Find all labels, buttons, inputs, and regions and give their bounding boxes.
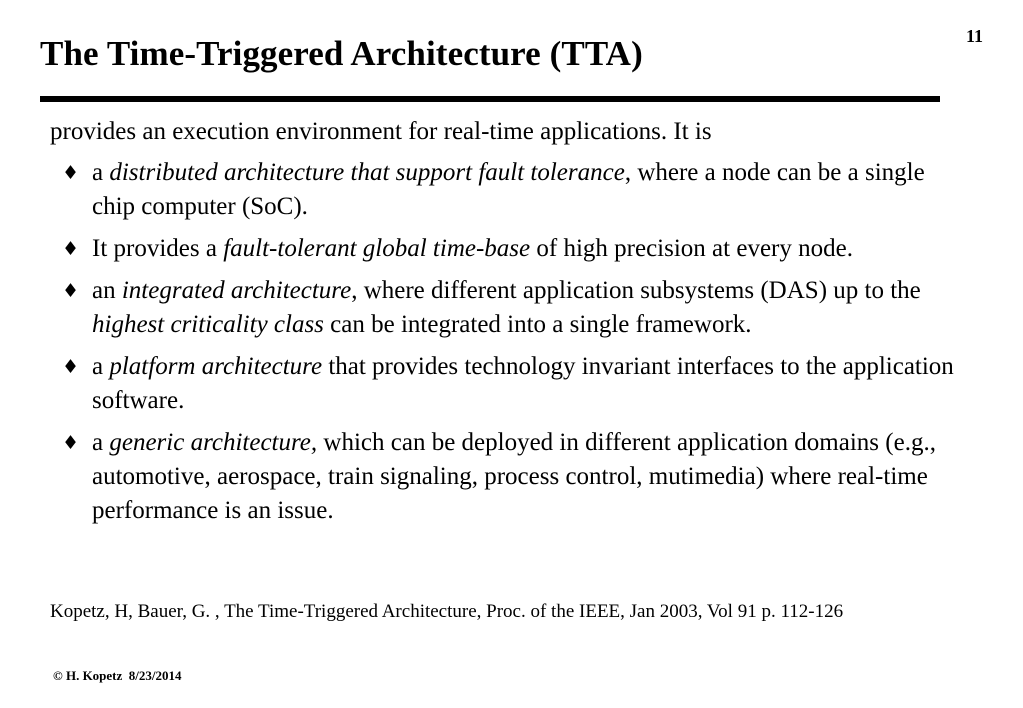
bullet-text: a xyxy=(92,159,110,186)
bullet-text: , where a node can be a single chip computer (SoC). xyxy=(92,159,925,220)
bullet-text: a xyxy=(92,429,110,456)
bullet-text: a xyxy=(92,353,110,380)
bullet-text: can be integrated into a single framework. xyxy=(323,311,752,338)
bullet-emphasis: platform architecture xyxy=(109,353,323,380)
copyright-footer: © H. Kopetz 8/23/2014 xyxy=(53,668,182,683)
diamond-bullet-icon: ♦ xyxy=(62,162,80,184)
bullet-text: which can be deployed in different application domains (e.g., automotive, aerospace, train signaling, process control, mutimedia) where real-time performance is an issue. xyxy=(92,429,936,524)
slide-title: The Time-Triggered Architecture (TTA) xyxy=(40,34,643,73)
bullet-text: an xyxy=(92,277,122,304)
bullet-text: , where different application subsystems (DAS) up to the xyxy=(351,277,921,304)
intro-text: provides an execution environment for real-time applications. It is xyxy=(50,118,712,145)
bullet-item-1 xyxy=(62,156,972,224)
diamond-bullet-icon: ♦ xyxy=(62,432,80,454)
diamond-bullet-icon: ♦ xyxy=(62,356,80,378)
diamond-bullet-icon: ♦ xyxy=(62,238,80,260)
bullet-text: of high precision at every node. xyxy=(530,235,853,262)
bullet-emphasis: highest criticality class xyxy=(92,311,324,338)
bullet-text: that provides technology invariant interfaces to the application software. xyxy=(92,353,954,414)
diamond-bullet-icon: ♦ xyxy=(62,280,80,302)
bullet-list xyxy=(62,156,972,536)
page-number: 11 xyxy=(965,26,983,46)
bullet-emphasis: distributed architecture that support fault tolerance xyxy=(109,159,625,186)
bullet-emphasis: generic architecture, xyxy=(109,429,318,456)
bullet-emphasis: integrated architecture xyxy=(121,277,352,304)
bullet-item-2 xyxy=(62,232,972,266)
bullet-item-3 xyxy=(62,274,972,342)
bullet-emphasis: fault-tolerant global time-base xyxy=(223,235,531,262)
bullet-text: It provides a xyxy=(92,235,224,262)
bullet-item-5 xyxy=(62,426,972,528)
reference-citation: Kopetz, H, Bauer, G. , The Time-Triggered Architecture, Proc. of the IEEE, Jan 2003, Vol 91 p. 112-126 xyxy=(50,601,844,622)
title-rule xyxy=(40,96,940,102)
bullet-item-4 xyxy=(62,350,972,418)
